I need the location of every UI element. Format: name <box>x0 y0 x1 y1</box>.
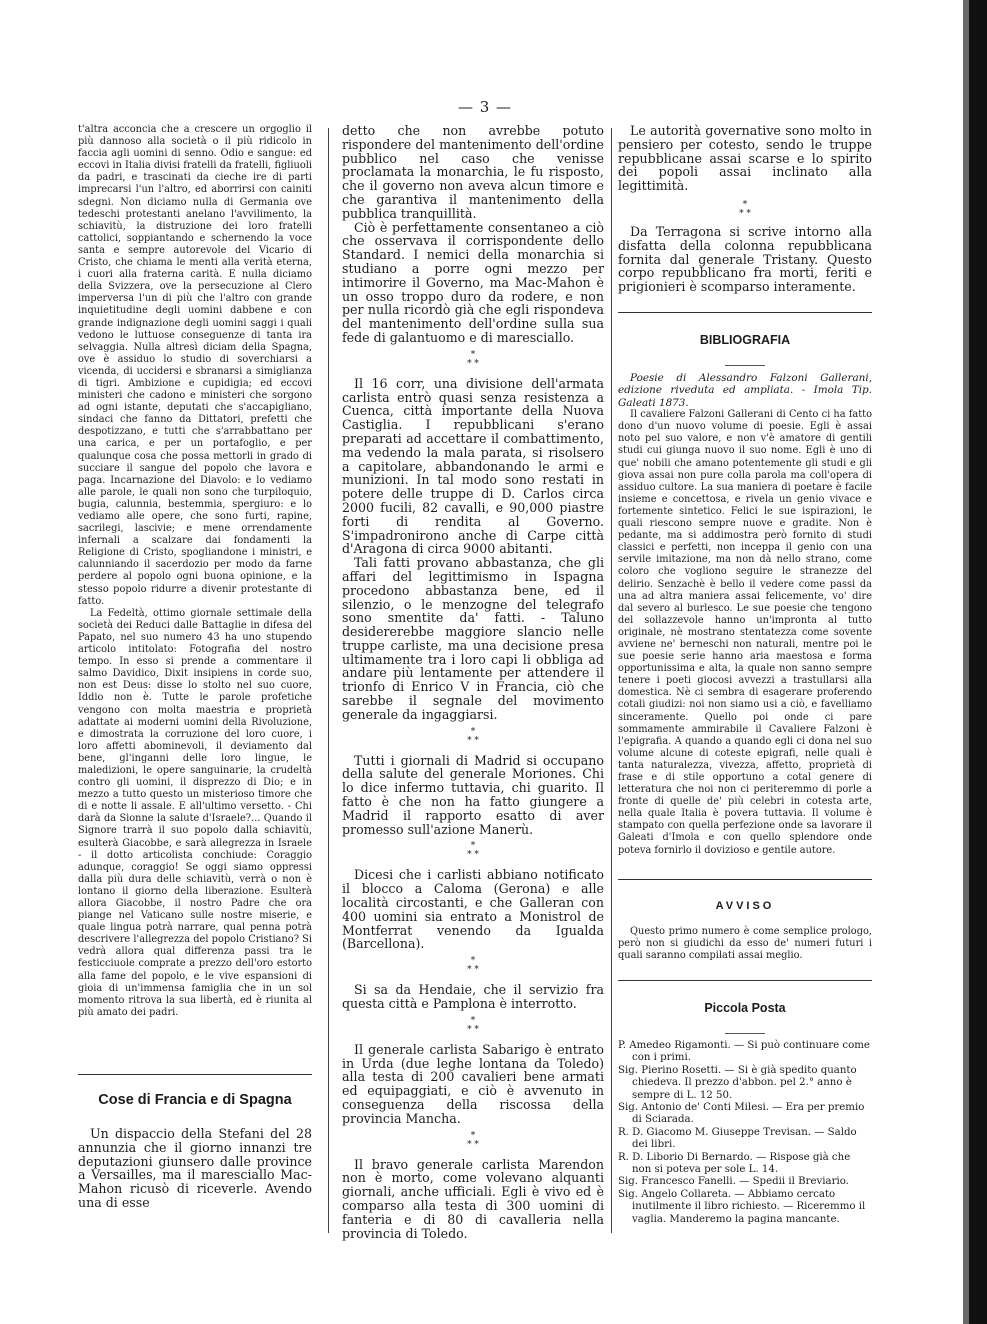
page-edge <box>969 0 987 1324</box>
article-paragraph: Tali fatti provano abbastanza, che gli affari del legittimismo in Ispagna procedono abbastanza bene, ed il silenzio, o le menzogne del telegrafo sono smentite da' fatti. - Taluno desidererebbe maggiore slancio nelle truppe carliste, ma una decisione presa ultimamente tra i loro capi li obbliga ad andare più lentamente per attendere il trionfo di Enrico V in Francia, ciò che sarebbe il segnale del movimento generale da ingaggiarsi. <box>342 555 604 722</box>
article-paragraph: Le autorità governative sono molto in pensiero per cotesto, sendo le truppe repubblicane assai scarse e lo spirito dei popoli assai inclinato alla legittimità. <box>618 123 872 194</box>
column-middle <box>342 124 604 1240</box>
posta-entry: Sig. Pierino Rosetti. — Si è già spedito quanto chiedeva. Il prezzo d'abbon. pel 2.° anno è sempre di L. 12 50. <box>618 1064 857 1101</box>
posta-list <box>618 1040 872 1226</box>
section-separator-stars: * * * <box>467 841 479 861</box>
posta-entry: R. D. Liborio Di Bernardo. — Rispose già che non si poteva per sole L. 14. <box>618 1151 851 1175</box>
section-divider <box>618 980 872 981</box>
posta-entry: Sig. Angelo Collareta. — Abbiamo cercato inutilmente il libro richiesto. — Riceremmo il vaglia. Manderemo la pagina mancante. <box>618 1188 866 1225</box>
section-heading: Cose di Francia e di Spagna <box>98 1091 292 1108</box>
section-separator-stars: * * * <box>467 726 479 746</box>
article-paragraph: t'altra acconcia che a crescere un orgoglio il più dannoso alla società o il più ridicolo in faccia agli uomini di senno. Odio e sangue: ed eccovi in Italia divisi fratelli da fratelli, figliuoli da padri, e trascinati da cieche ire di parti imprecarsi l'un l'altro, ed aborrirsi con cainiti sdegni. Non diciamo nulla di Germania ove tedeschi protestanti anelano l'avvilimento, la schiavitù, la distruzione dei loro fratelli cattolici, soppiantando e schernendo la voce santa e sempre autorevole del Vicario di Cristo, che chiama le menti alla verità eterna, i cuori alla fraterna carità. E nulla diciamo della Svizzera, ove la persecuzione al Clero imperversa l'un di più che l'altro con grande inquietitudine degli uomini dabbene e con grande indignazione degli uomini saggi i quali vedono le luttuose conseguenze di tanta ira selvaggia. Nulla altresì diciam della Spagna, ove è assiduo lo studio di soverchiarsi a vicenda, di uccidersi e sbranarsi a simiglianza di tigri. Ambizione e cupidigia; ed eccovi ministeri che cadono e ministeri che sorgono ad ogni istante, deputati che s'accapigliano, sindaci che fanno da Dittatori, prefetti che despotizzano, e tutti che s'arrabbattano per una carica, e per un portafoglio, e per qualunque cosa che possa mettorli in grado di succiare il sangue del popolo che lavora e paga. Incarnazione del Diavolo: e lo vediamo alle parole, le quali non sono che turpiloquio, bugia, calunnia, bestemmia, spergiuro: e lo vediamo alle opere, che sono furti, rapine, sacrilegi, lascivie; e mene orrendamente infernali a scalzare dai fondamenti la Religione di Cristo, spogliandone i ministri, e calunniando il sacerdozio per modo da farne perdere al popolo ogni buona opinione, e la stesso popolo ridurre a divenir protestante di fatto. <box>78 124 312 607</box>
article-paragraph: Il 16 corr, una divisione dell'armata carlista entrò quasi senza resistenza a Cuenca, città importante della Nuova Castiglia. I repubblicani s'erano preparati ad accettare il combattimento, ma vedendo la mala parata, si risolsero a capitolare, abbandonando le armi e munizioni. In tal modo sono restati in potere delle truppe di D. Carlos circa 2000 fucili, 82 cavalli, e 90,000 piastre forti di rendita al Governo. S'impadronirono anche di Carpe città d'Aragona di circa 9000 abitanti. <box>342 375 604 557</box>
page-number: — 3 — <box>457 98 513 116</box>
piccola-posta-heading: Piccola Posta <box>704 1000 786 1015</box>
section-divider <box>618 312 872 313</box>
article-paragraph: detto che non avrebbe potuto rispondere del mantenimento dell'ordine pubblico nel caso che venisse proclamata la monarchia, le fu risposto, che il governo non aveva alcun timore e che garantiva il mantenimento della pubblica tranquillità. <box>342 123 604 221</box>
article-paragraph: Si sa da Hendaie, che il servizio fra questa città e Pamplona è interrotto. <box>342 982 604 1012</box>
article-paragraph: Dicesi che i carlisti abbiano notificato il blocco a Caloma (Gerona) e alle località circostanti, e che Galleran con 400 uomini sia entrato a Monistrol de Montferrat venendo da Igualda (Barcellona). <box>342 867 604 952</box>
section-separator-stars: * * * <box>467 1015 479 1035</box>
section-divider <box>618 879 872 880</box>
short-rule <box>725 365 765 366</box>
article-paragraph: La Fedeltà, ottimo giornale settimale della società dei Reduci dalle Battaglie in difesa del Papato, nel suo numero 43 ha uno stupendo articolo intitolato: Fotografia del nostro tempo. In esso si prende a commentare il salmo Davidico, Dixit insipiens in corde suo, non est Deus: disse lo stolto nel suo cuore, Iddio non è. Tutte le parole profetiche vengono con molta maestria e proprietà adattate ai moderni uomini della Rivoluzione, e dimostrata la corruzione del loro cuore, i loro affetti abominevoli, il deviamento dal bene, gl'inganni delle loro lingue, le maledizioni, le opere sanguinarie, la crudeltà contro gli uomini, il disprezzo di Dio; e in mezzo a tutto questo un misterioso timore che di e notte li assale. E all'ultimo versetto. - Chi darà da Sionne la salute d'Israele?... Quando il Signore trarrà il suo popolo dalla schiavitù, esulterà Giacobbe, e sarà allegrezza in Israele - il dotto articolista conchiude: Coraggio adunque, coraggio! Se oggi siamo oppressi dalla più dura delle schiavitù, verrà o non è lontano il giorno della liberazione. Esulterà allora Giacobbe, il nostro Padre che ora piange nel Vaticano sulle nostre miserie, e quale lingua potrà narrare, qual penna potrà descrivere l'allegrezza del popolo Cristiano? Si vedrà allora qual differenza passi tra le festicciuole comprate a prezzo dell'oro estorto alla fame del popolo, e le vive espansioni di gioia di un'immensa famiglia che in un sol momento ritrova la sua libertà, ed è riunita al più amato dei padri. <box>78 607 312 1018</box>
avviso-text: Questo primo numero è come semplice prologo, però non si giudichi da esso de' numeri futuri i quali saranno compilati assai meglio. <box>618 925 872 961</box>
section-separator-stars: * * * <box>467 956 479 976</box>
posta-entry: P. Amedeo Rigamonti. — Si può continuare come con i primi. <box>618 1039 870 1064</box>
article-paragraph: Il bravo generale carlista Marendon non è morto, come volevano alquanti giornali, anche ufficiali. Egli è vivo ed è comparso alla testa di 300 uomini di fanteria e di 80 di cavalleria nella provincia di Toledo. <box>342 1156 604 1241</box>
bibliografia-heading: BIBLIOGRAFIA <box>699 332 791 347</box>
book-citation: Poesie di Alessandro Falzoni Gallerani, edizione riveduta ed ampliata. - Imola Tip. Galeati 1873. <box>618 371 872 409</box>
section-separator-stars: * * * <box>467 349 479 369</box>
column-left <box>78 124 312 1210</box>
column-rule <box>328 128 329 1233</box>
column-rule <box>611 128 612 1233</box>
posta-entry: Sig. Antonio de' Conti Milesi. — Era per premio di Sciarada. <box>618 1101 865 1126</box>
book-review-text: Il cavaliere Falzoni Gallerani di Cento ci ha fatto dono d'un nuovo volume di poesie. Egli è assai noto pel suo valore, e non v'è amatore di gentili studi cui giunga nuovo il suo nome. Egli è uno di que' nobili che amano potentemente gli studi e gli giova assai non pure colla parola ma coll'opera di assiduo cultore. La sua maniera di poetare è facile insieme e concettosa, e rivela un genio vivace e fortemente sintetico. Felici le sue ispirazioni, le quali riescono sempre nuove e gradite. Non è pedante, ma si addimostra però fornito di studi classici e perfetti, non inceppa il genio con una servile imitazione, ma non dà nello strano, come coloro che vogliono seguire le stranezze del delirio. Senzachè è bello il vedere come passi da una ad altra maniera assai felicemente, vo' dire dal severo al burlesco. Le sue poesie che tengono del sollazzevole hanno un'impronta al tutto originale, nè mostrano stentatezza come sovente avviene ne' berneschi non naturali, mentre poi le sue poesie serie hanno aria maestosa e forma opportunissima e alta, la quale non sanno sempre tenere i poeti giocosi avvezzi a trastullarsi alla domestica. Nè ci sembra di esagerare proferendo cotali giudizi: noi non siamo usi a ciò, e favelliamo sinceramente. Quello poi onde ci pare sommamente ammirabile il Cavaliere Falzoni è l'epigrafia. A quando a quando egli ci dona nel suo volume alcune di coteste epigrafi, nelle quali è tanta naturalezza, vivezza, affetto, proprietà di frase e di stile opportuno a cotal genere di letteratura che noi non ci periteremmo di porle a fronte di quelle de' più celebri in cotesta arte, nella quale Italia è povera tuttavia. Il volume è stampato con quella perfezione onde sa lavorare il Galeati d'Imola e con quello splendore onde poteva fornirlo il dovizioso e gentile autore. <box>618 409 872 856</box>
posta-entry: R. D. Giacomo M. Giuseppe Trevisan. — Saldo dei libri. <box>618 1126 857 1151</box>
section-divider <box>78 1074 312 1075</box>
avviso-heading: AVVISO <box>715 899 775 912</box>
article-paragraph: Un dispaccio della Stefani del 28 annunzia che il giorno innanzi tre deputazioni giunsero dalle province a Versailles, ma il maresciallo Mac-Mahon ricusò di riceverle. Avendo una di esse <box>78 1125 312 1210</box>
article-paragraph: Tutti i giornali di Madrid si occupano della salute del generale Moriones. Chi lo dice infermo tuttavia, chi guarito. Il fatto è che non ha fatto giungere a Madrid il rapporto esatto di aver promesso sull'azione Manerù. <box>342 752 604 837</box>
section-separator-stars: * * * <box>467 1130 479 1150</box>
column-right <box>618 124 872 1226</box>
article-paragraph: Il generale carlista Sabarigo è entrato in Urda (due leghe lontana da Toledo) alla testa di 200 cavalieri bene armati ed equipaggiati, e ciò è avvenuto in conseguenza della riscossa della provincia Mancha. <box>342 1041 604 1126</box>
article-paragraph: Ciò è perfettamente consentaneo a ciò che osservava il corrispondente dello Standard. I nemici della monarchia si studiano a porre ogni mezzo per intimorire il Governo, ma Mac-Mahon è un osso troppo duro da rodere, e non per nulla ricordò già che egli rispondeva del mantenimento dell'ordine sulla sua fede di galantuomo e di maresciallo. <box>342 219 604 345</box>
posta-entry: Sig. Francesco Fanelli. — Spedii il Breviario. <box>618 1176 849 1188</box>
short-rule <box>725 1033 765 1034</box>
section-separator-stars: * * * <box>739 199 751 219</box>
article-paragraph: Da Terragona si scrive intorno alla disfatta della colonna repubblicana fornita dal generale Tristany. Questo corpo repubblicano fra morti, feriti e prigionieri è scomparso interamente. <box>618 223 872 295</box>
